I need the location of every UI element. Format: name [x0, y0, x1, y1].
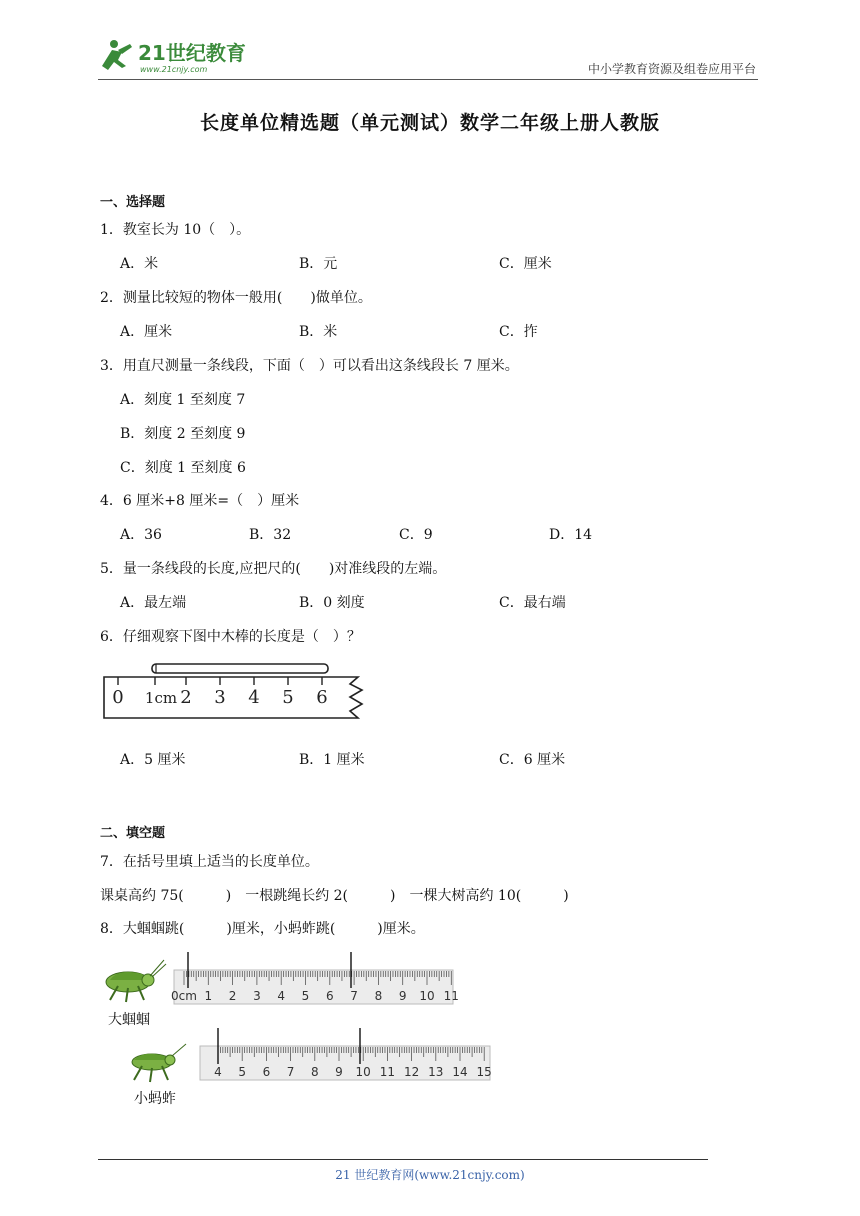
q5-option-a: A．最左端: [120, 595, 187, 611]
q4-option-b: B．32: [249, 527, 292, 543]
small-ruler: [198, 1026, 494, 1082]
ruler-label: 8: [310, 1065, 319, 1079]
q6-ruler-label: 0: [112, 687, 124, 708]
small-grasshopper-image: [124, 1040, 188, 1084]
ruler-label: 1: [204, 989, 213, 1003]
ruler-label: 9: [335, 1065, 343, 1079]
q3-stem: 3．用直尺测量一条线段，下面（ ）可以看出这条线段长 7 厘米。: [100, 358, 519, 374]
q1-option-b: B．元: [299, 256, 338, 272]
q6-ruler-label: 5: [282, 687, 294, 708]
q7-line: 课桌高约 75( ) 一根跳绳长约 2( ) 一棵大树高约 10( ): [100, 888, 569, 904]
q6-ruler-label: 1cm: [144, 689, 178, 707]
ruler-label: 14: [452, 1065, 468, 1079]
ruler-label: 9: [398, 989, 407, 1003]
logo-url: www.21cnjy.com: [140, 65, 208, 74]
q6-ruler-label: 3: [214, 687, 226, 708]
q4-stem: 4．6 厘米+8 厘米=（ ）厘米: [100, 493, 300, 509]
ruler-label: 7: [286, 1065, 295, 1079]
ruler-label: 2: [228, 989, 237, 1003]
q2-option-a: A．厘米: [120, 324, 173, 340]
footer-divider: [98, 1159, 708, 1160]
q2-option-c: C．拃: [499, 324, 538, 340]
header-divider: [98, 79, 758, 80]
ruler-label: 6: [325, 989, 334, 1003]
ruler-label: 11: [379, 1065, 396, 1079]
ruler-label: 3: [253, 989, 261, 1003]
q5-option-b: B．0 刻度: [299, 595, 365, 611]
q6-option-a: A．5 厘米: [120, 752, 186, 768]
big-grasshopper-label: 大蝈蝈: [108, 1012, 150, 1028]
q1-option-a: A．米: [120, 256, 159, 272]
q7-stem: 7．在括号里填上适当的长度单位。: [100, 854, 319, 870]
ruler-label: 10: [419, 989, 435, 1003]
q6-ruler-label: 4: [248, 687, 260, 708]
section-choice: 一、选择题: [100, 195, 166, 210]
page-title: 长度单位精选题（单元测试）数学二年级上册人教版: [199, 112, 660, 134]
q6-option-c: C．6 厘米: [499, 752, 566, 768]
ruler-label: 12: [403, 1065, 420, 1079]
q3-option-b: B．刻度 2 至刻度 9: [120, 426, 246, 442]
ruler-label: 4: [214, 1065, 222, 1079]
ruler-label: 13: [428, 1065, 444, 1079]
q3-option-c: C．刻度 1 至刻度 6: [120, 460, 246, 476]
q1-option-c: C．厘米: [499, 256, 552, 272]
q4-option-c: C．9: [399, 527, 433, 543]
q4-option-d: D．14: [549, 527, 593, 543]
ruler-label: 15: [476, 1065, 492, 1079]
ruler-label: 6: [262, 1065, 271, 1079]
site-logo: [96, 36, 256, 76]
section-fill: 二、填空题: [100, 826, 166, 841]
q5-stem: 5．量一条线段的长度,应把尺的( )对准线段的左端。: [100, 561, 447, 577]
ruler-label: 5: [301, 989, 310, 1003]
q6-ruler-label: 2: [180, 687, 192, 708]
ruler-label: 11: [443, 989, 459, 1003]
ruler-label: 8: [374, 989, 383, 1003]
logo-text: 21世纪教育: [138, 41, 246, 65]
q3-option-a: A．刻度 1 至刻度 7: [120, 392, 246, 408]
ruler-label: 0cm: [171, 989, 197, 1003]
platform-name: 中小学教育资源及组卷应用平台: [587, 62, 756, 76]
q1-stem: 1．教室长为 10（ ）。: [100, 222, 251, 238]
ruler-label: 10: [355, 1065, 371, 1079]
q6-option-b: B．1 厘米: [299, 752, 365, 768]
q4-option-a: A．36: [120, 527, 162, 543]
q2-stem: 2．测量比较短的物体一般用( )做单位。: [100, 290, 372, 306]
big-grasshopper-image: [98, 956, 168, 1006]
q5-option-c: C．最右端: [499, 595, 566, 611]
q2-option-b: B．米: [299, 324, 338, 340]
q6-stem: 6．仔细观察下图中木棒的长度是（ ）？: [100, 629, 361, 645]
q6-ruler-figure: [100, 660, 375, 722]
ruler-label: 4: [277, 989, 286, 1003]
footer-text: 21 世纪教育网(www.21cnjy.com): [335, 1168, 525, 1182]
q6-ruler-label: 6: [316, 687, 328, 708]
small-grasshopper-label: 小蚂蚱: [134, 1091, 176, 1107]
big-ruler: [172, 950, 457, 1006]
q8-stem: 8．大蝈蝈跳( )厘米，小蚂蚱跳( )厘米。: [100, 921, 425, 937]
ruler-label: 7: [350, 989, 358, 1003]
ruler-label: 5: [238, 1065, 247, 1079]
